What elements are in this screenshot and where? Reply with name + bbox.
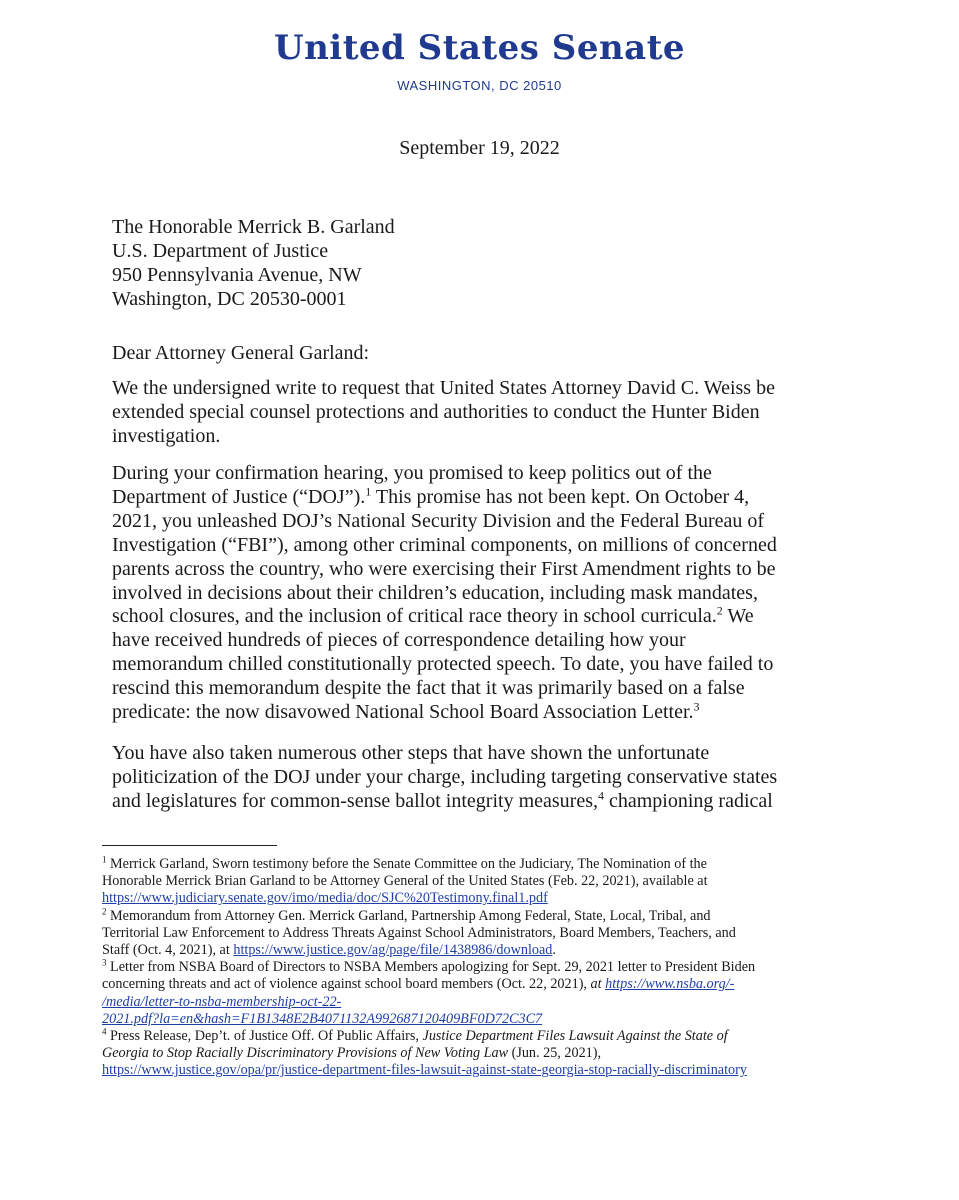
footnote-3-link[interactable]: https://www.nsba.org/- (605, 976, 735, 993)
paragraph-line: politicization of the DOJ under your charge, including targeting conservative states (112, 765, 778, 788)
footnote-number: 3 (102, 957, 107, 968)
paragraph-text: This promise has not been kept. On October 4, (371, 485, 750, 508)
addressee-line: U.S. Department of Justice (112, 240, 329, 262)
addressee-block (112, 215, 395, 311)
footnote-ref-1[interactable]: 1 (365, 484, 372, 499)
footnote-2-line: Territorial Law Enforcement to Address Threats Against School Administrators, Board Members, Teachers, and (102, 924, 736, 941)
footnote-text: Justice Department Files Lawsuit Against the State of (422, 1028, 728, 1045)
paragraph-line: have received hundreds of pieces of correspondence detailing how your (112, 629, 686, 652)
paragraph-line: Investigation (“FBI”), among other criminal components, on millions of concerned (112, 533, 777, 556)
paragraph-line: parents across the country, who were exercising their First Amendment rights to be (112, 557, 776, 580)
footnotes-section (102, 856, 902, 1080)
paragraph-line (112, 790, 882, 814)
addressee-line: The Honorable Merrick B. Garland (112, 216, 395, 238)
footnote-text: Press Release, Dep’t. of Justice Off. Of Public Affairs, (110, 1028, 423, 1045)
footnote-text: Staff (Oct. 4, 2021), at (102, 942, 234, 959)
paragraph-line: You have also taken numerous other steps that have shown the unfortunate (112, 742, 710, 764)
footnote-4-link[interactable]: https://www.justice.gov/opa/pr/justice-department-files-lawsuit-against-state-georgia-stop-racially-discriminatory (102, 1062, 747, 1079)
paragraph-text: and legislatures for common-sense ballot integrity measures, (112, 789, 598, 812)
paragraph-text: predicate: the now disavowed National School Board Association Letter. (112, 701, 694, 724)
footnote-text: . (552, 942, 556, 959)
paragraph-line: memorandum chilled constitutionally protected speech. To date, you have failed to (112, 653, 774, 676)
paragraph-line (112, 605, 882, 629)
footnote-3-line (102, 959, 902, 976)
letter-date: September 19, 2022 (399, 137, 560, 159)
footnote-3-line (102, 976, 902, 993)
paragraph-line: investigation. (112, 424, 221, 447)
letterhead-subtitle: WASHINGTON, DC 20510 (397, 78, 562, 93)
paragraph-line: extended special counsel protections and authorities to conduct the Hunter Biden (112, 400, 760, 423)
paragraph-line: involved in decisions about their children’s education, including mask mandates, (112, 581, 758, 604)
footnote-2-line (102, 942, 902, 959)
footnote-1-line (102, 856, 902, 873)
paragraph-line (112, 486, 882, 510)
footnote-3-line (102, 994, 902, 1011)
footnote-divider (102, 845, 277, 846)
paragraph-3 (112, 742, 882, 814)
paragraph-line: During your confirmation hearing, you promised to keep politics out of the (112, 462, 712, 484)
footnote-2-line (102, 905, 902, 925)
footnote-3-link[interactable]: /media/letter-to-nsba-membership-oct-22- (102, 993, 342, 1010)
paragraph-line: rescind this memorandum despite the fact that it was primarily based on a false (112, 677, 745, 700)
footnote-4-line (102, 1045, 902, 1062)
paragraph-1 (112, 377, 882, 449)
footnote-number: 2 (102, 905, 107, 916)
paragraph-text: championing radical (603, 789, 773, 812)
footnote-2-link[interactable]: https://www.justice.gov/ag/page/file/1438986/download (233, 942, 553, 959)
footnote-1-line: Honorable Merrick Brian Garland to be Attorney General of the United States (Feb. 22, 2021), available at (102, 873, 708, 890)
paragraph-2 (112, 462, 882, 725)
footnote-1-link[interactable]: https://www.judiciary.senate.gov/imo/media/doc/SJC%20Testimony.final1.pdf (102, 890, 548, 907)
footnote-3-link[interactable]: 2021.pdf?la=en&hash=F1B1348E2B4071132A992687120409BF0D72C3C7 (102, 1010, 543, 1027)
footnote-number: 1 (102, 854, 107, 865)
footnote-ref-3[interactable]: 3 (693, 699, 700, 714)
footnote-ref-4[interactable]: 4 (597, 788, 604, 803)
addressee-line: Washington, DC 20530-0001 (112, 288, 347, 310)
footnote-text: Memorandum from Attorney Gen. Merrick Garland, Partnership Among Federal, State, Local, Tribal, and (110, 907, 711, 924)
paragraph-text: Department of Justice (“DOJ”). (112, 485, 366, 508)
footnote-1-line (102, 890, 902, 907)
salutation: Dear Attorney General Garland: (112, 342, 370, 364)
footnote-text: (Jun. 25, 2021), (508, 1045, 602, 1062)
footnote-text: at (590, 976, 602, 993)
footnote-3-line (102, 1011, 902, 1028)
footnote-4-line (102, 1028, 902, 1045)
paragraph-line (112, 701, 882, 725)
paragraph-line: 2021, you unleashed DOJ’s National Security Division and the Federal Bureau of (112, 509, 765, 532)
footnote-text: Georgia to Stop Racially Discriminatory Provisions of New Voting Law (102, 1045, 509, 1062)
footnote-text: concerning threats and act of violence against school board members (Oct. 22, 2021), (102, 976, 591, 993)
footnote-text: Letter from NSBA Board of Directors to NSBA Members apologizing for Sept. 29, 2021 letter to President Biden (110, 959, 756, 976)
footnote-ref-2[interactable]: 2 (716, 603, 723, 618)
paragraph-line: We the undersigned write to request that United States Attorney David C. Weiss be (112, 377, 775, 399)
paragraph-text: We (722, 605, 754, 628)
letterhead-title: United States Senate (273, 28, 686, 68)
paragraph-text: school closures, and the inclusion of critical race theory in school curricula. (112, 605, 717, 628)
footnote-text: Merrick Garland, Sworn testimony before the Senate Committee on the Judiciary, The Nomination of the (110, 856, 707, 872)
footnote-4-line (102, 1062, 902, 1079)
footnote-number: 4 (102, 1026, 107, 1037)
addressee-line: 950 Pennsylvania Avenue, NW (112, 264, 362, 286)
